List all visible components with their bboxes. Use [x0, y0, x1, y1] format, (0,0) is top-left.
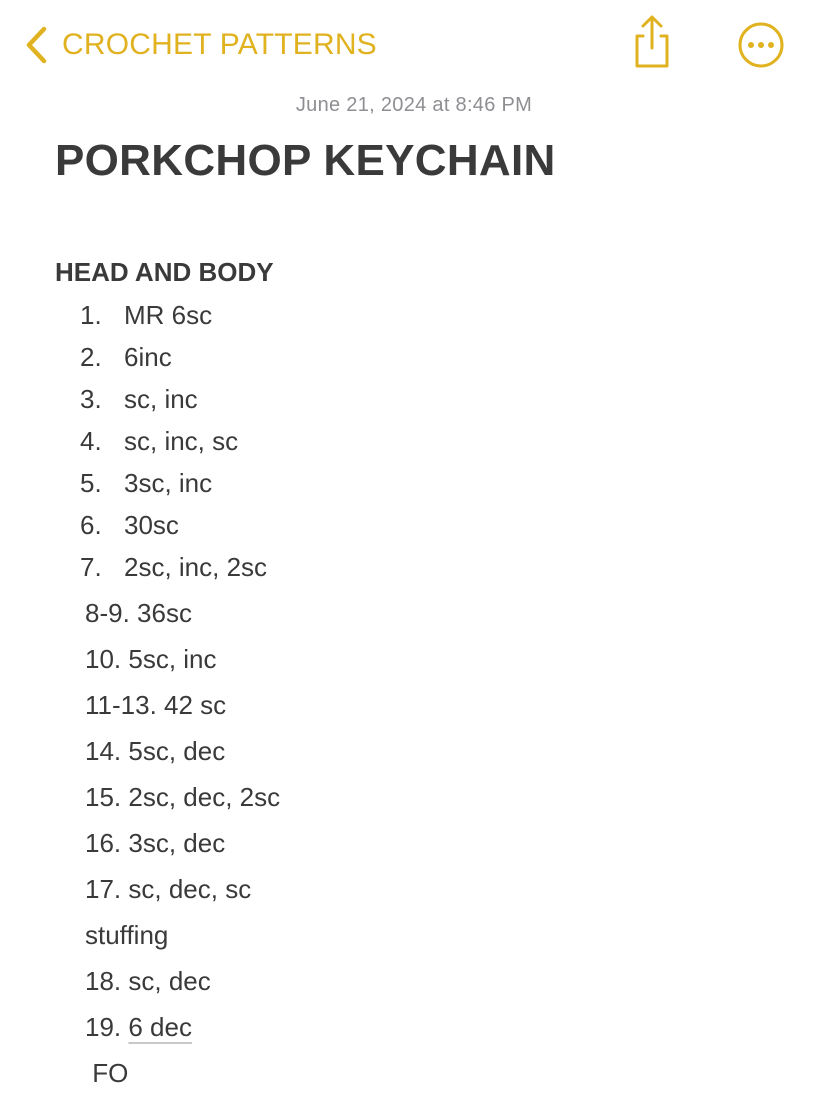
list-item-number: 7.: [80, 552, 102, 582]
pattern-line-text: 36sc: [137, 598, 192, 628]
more-button[interactable]: [736, 20, 786, 70]
pattern-line: [85, 866, 280, 912]
list-item-number: 2.: [80, 342, 102, 372]
pattern-line: [85, 820, 280, 866]
pattern-line-text: 5sc, dec: [128, 736, 226, 766]
list-item-text: 2sc, inc, 2sc: [124, 552, 268, 582]
pattern-line: [85, 774, 280, 820]
pattern-line-prefix: 10.: [85, 644, 129, 674]
list-item: [80, 462, 267, 504]
pattern-line-text: 6 dec: [128, 1012, 192, 1042]
list-item: [80, 546, 267, 588]
pattern-line-text: 2sc, dec, 2sc: [128, 782, 281, 812]
ellipsis-circle-icon: [736, 20, 786, 70]
list-item-text: 30sc: [124, 510, 179, 540]
pattern-line-text: 3sc, dec: [128, 828, 226, 858]
pattern-line-prefix: 11-13.: [85, 690, 165, 720]
list-item: [80, 504, 267, 546]
list-item: [80, 336, 267, 378]
pattern-line: [85, 728, 280, 774]
note-timestamp: June 21, 2024 at 8:46 PM: [295, 94, 533, 116]
numbered-list: [80, 294, 267, 588]
pattern-line: [85, 590, 280, 636]
share-icon: [628, 14, 676, 72]
list-item: [80, 378, 267, 420]
pattern-line-text: 42 sc: [164, 690, 227, 720]
pattern-line-text: 5sc, inc: [128, 644, 217, 674]
list-item-text: sc, inc: [124, 384, 198, 414]
list-item-number: 1.: [80, 300, 102, 330]
pattern-line: [85, 912, 280, 958]
pattern-line: [85, 958, 280, 1004]
pattern-line: [85, 1050, 280, 1096]
list-item-text: 3sc, inc: [124, 468, 213, 498]
pattern-lines: [85, 590, 280, 1096]
pattern-line-prefix: 16.: [85, 828, 129, 858]
list-item: [80, 294, 267, 336]
pattern-line: [85, 636, 280, 682]
chevron-left-icon: [22, 23, 52, 67]
list-item-text: MR 6sc: [124, 300, 213, 330]
section-heading: HEAD AND BODY: [55, 257, 274, 287]
list-item-number: 3.: [80, 384, 102, 414]
pattern-line-prefix: 15.: [85, 782, 129, 812]
pattern-line: [85, 682, 280, 728]
back-button[interactable]: [22, 22, 377, 68]
list-item-number: 4.: [80, 426, 102, 456]
pattern-line-text: FO: [92, 1058, 129, 1088]
pattern-line-prefix: 17.: [85, 874, 129, 904]
pattern-line: [85, 1004, 280, 1050]
pattern-line-text: stuffing: [85, 920, 169, 950]
back-label: CROCHET PATTERNS: [62, 28, 377, 61]
share-button[interactable]: [628, 14, 676, 72]
pattern-line-prefix: 18.: [85, 966, 129, 996]
list-item-number: 5.: [80, 468, 102, 498]
pattern-line-prefix: 19.: [85, 1012, 129, 1042]
pattern-line-prefix: 8-9.: [85, 598, 138, 628]
list-item: [80, 420, 267, 462]
pattern-line-text: sc, dec, sc: [128, 874, 252, 904]
list-item-text: 6inc: [124, 342, 172, 372]
navigation-bar: [0, 0, 828, 90]
note-title: PORKCHOP KEYCHAIN: [55, 136, 556, 185]
list-item-text: sc, inc, sc: [124, 426, 239, 456]
pattern-line-text: sc, dec: [128, 966, 211, 996]
pattern-line-prefix: 14.: [85, 736, 129, 766]
list-item-number: 6.: [80, 510, 102, 540]
